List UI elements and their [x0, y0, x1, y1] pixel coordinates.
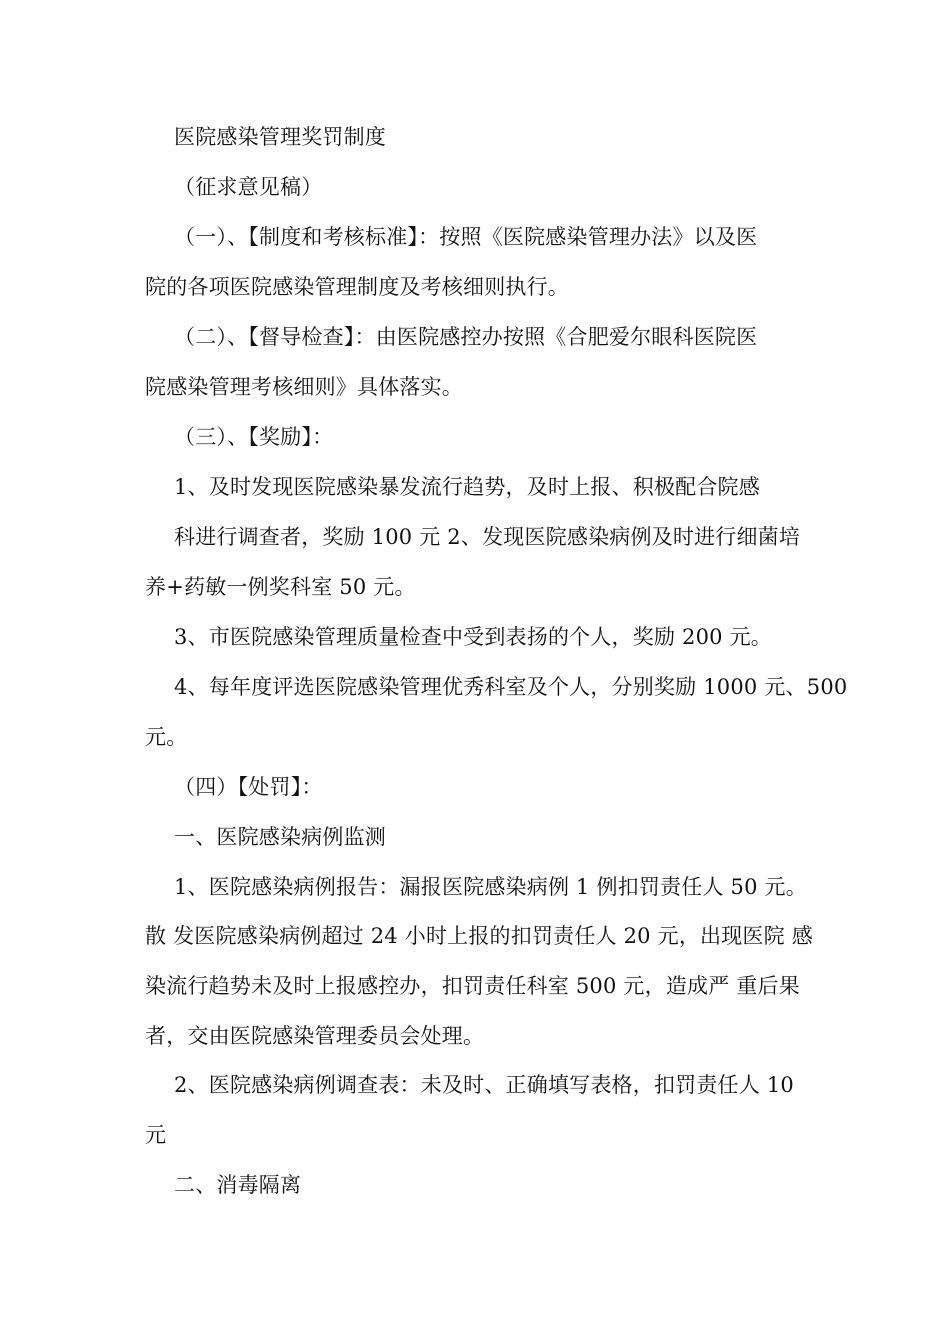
document-subtitle: （征求意见稿） — [174, 175, 323, 199]
document-title: 医院感染管理奖罚制度 — [174, 125, 386, 149]
paragraph-line: 者，交由医院感染管理委员会处理。 — [145, 1024, 485, 1048]
paragraph-line: 1、及时发现医院感染暴发流行趋势，及时上报、积极配合院感 — [174, 475, 760, 499]
section-heading: （四）【处罚】： — [174, 775, 323, 799]
paragraph-line: 2、医院感染病例调查表：未及时、正确填写表格，扣罚责任人 10 — [174, 1073, 794, 1097]
subsection-heading: 一、医院感染病例监测 — [174, 825, 386, 849]
paragraph-line: 院的各项医院感染管理制度及考核细则执行。 — [145, 275, 569, 299]
section-heading: （三）、【奖励】： — [174, 425, 334, 449]
paragraph-line: 养+药敏一例奖科室 50 元。 — [145, 575, 416, 599]
paragraph-line: 元。 — [145, 725, 188, 749]
paragraph-line: 染流行趋势未及时上报感控办，扣罚责任科室 500 元，造成严 重后果 — [145, 974, 800, 998]
paragraph-line: 1、医院感染病例报告：漏报医院感染病例 1 例扣罚责任人 50 元。 — [174, 875, 807, 899]
subsection-heading: 二、消毒隔离 — [174, 1173, 302, 1197]
paragraph-line: 院感染管理考核细则》具体落实。 — [145, 375, 463, 399]
paragraph-line: （二）、【督导检查】：由医院感控办按照《合肥爱尔眼科医院医 — [174, 325, 758, 349]
paragraph-line: 4、每年度评选医院感染管理优秀科室及个人，分别奖励 1000 元、500 — [174, 675, 848, 699]
paragraph-line: 3、市医院感染管理质量检查中受到表扬的个人，奖励 200 元。 — [174, 625, 772, 649]
paragraph-line: 散 发医院感染病例超过 24 小时上报的扣罚责任人 20 元，出现医院 感 — [145, 924, 813, 948]
paragraph-line: 科进行调查者，奖励 100 元 2、发现医院感染病例及时进行细菌培 — [174, 525, 801, 549]
paragraph-line: （一）、【制度和考核标准】：按照《医院感染管理办法》以及医 — [174, 225, 758, 249]
paragraph-line: 元 — [145, 1123, 167, 1147]
